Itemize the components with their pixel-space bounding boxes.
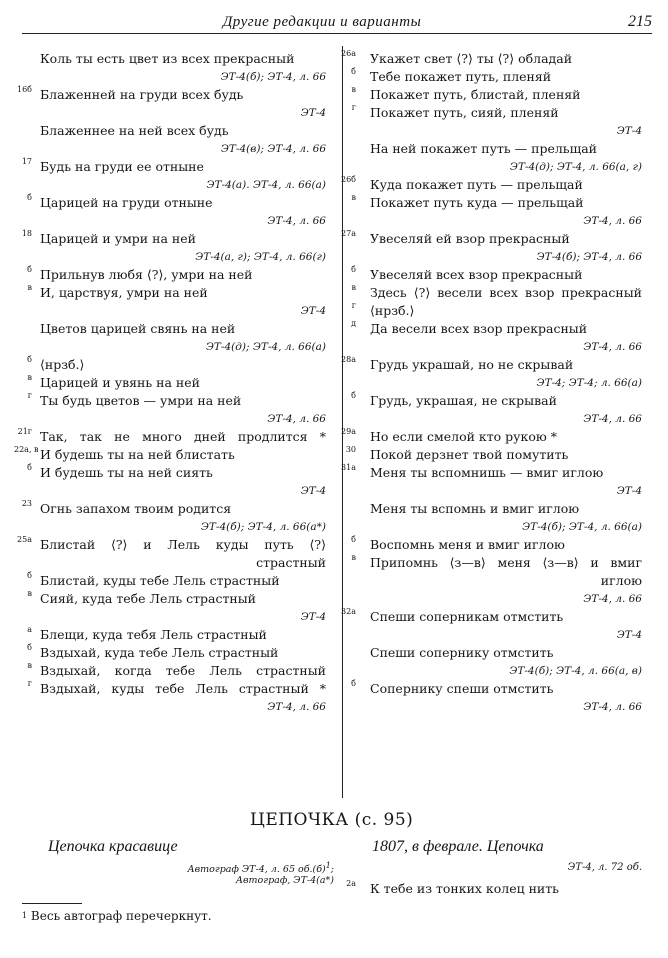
line-text: ⟨нрзб.⟩	[40, 357, 85, 372]
line-text: Покажет путь, сияй, пленяй	[370, 105, 559, 120]
line-number: б	[351, 265, 356, 274]
verse-line	[18, 122, 326, 140]
source-reference: ЭТ-4	[300, 485, 326, 497]
line-text: Вздыхай, когда тебе Лель страстный	[40, 663, 326, 678]
line-number: б	[27, 355, 32, 364]
line-text: Увеселяй всех взор прекрасный	[370, 267, 583, 282]
source-reference: ЭТ-4	[300, 305, 326, 317]
line-number: г	[351, 301, 356, 310]
line-text: Покажет путь куда — прельщай	[370, 195, 584, 210]
line-number: 18	[21, 229, 32, 238]
line-text: Укажет свет ⟨?⟩ ты ⟨?⟩ обладай	[370, 51, 573, 66]
line-text: Припомнь ⟨з—в⟩ меня ⟨з—в⟩ и вмиг	[370, 555, 642, 570]
verse-line	[18, 590, 326, 608]
verse-line	[348, 536, 642, 554]
source-reference: ЭТ-4, л. 66	[583, 593, 642, 605]
line-number: а	[27, 625, 32, 634]
line-number: б	[27, 265, 32, 274]
verse-line	[348, 392, 642, 410]
source-reference: ЭТ-4(б); ЭТ-4, л. 66	[536, 251, 642, 263]
line-continuation: страстный	[256, 555, 326, 570]
line-text: Меня ты вспомнь и вмиг иглою	[370, 501, 580, 516]
verse-line	[18, 572, 326, 590]
line-text: Покой дерзнет твой помутить	[370, 447, 569, 462]
verse-line	[341, 229, 642, 248]
line-text: Покажет путь, блистай, пленяй	[370, 87, 581, 102]
line-text: Блистай ⟨?⟩ и Лель куды путь ⟨?⟩	[40, 537, 326, 552]
line-number: в	[351, 283, 356, 292]
source-reference: ЭТ-4(а, г); ЭТ-4, л. 66(г)	[195, 251, 326, 263]
line-text: Вздыхай, куда тебе Лель страстный	[40, 645, 279, 660]
line-number: б	[351, 391, 356, 400]
verse-line	[18, 374, 326, 392]
verse-line	[348, 68, 642, 86]
running-title: Другие редакции и варианты	[222, 14, 422, 30]
line-text: И, царствуя, умри на ней	[40, 285, 208, 300]
footnote-rule	[22, 903, 82, 904]
section-reference-right: ЭТ-4, л. 72 об.	[567, 862, 642, 873]
verse-line	[18, 626, 326, 644]
line-text: Вздыхай, куды тебе Лель страстный *	[40, 681, 326, 696]
source-reference: ЭТ-4(а). ЭТ-4, л. 66(а)	[206, 179, 326, 191]
footnote-marker: 1	[22, 911, 28, 920]
line-number: 27а	[341, 229, 356, 238]
line-number: 22а, в	[14, 445, 39, 454]
line-number: г	[27, 679, 32, 688]
verse-line	[18, 356, 326, 374]
line-number: в	[27, 373, 32, 382]
verse-line	[14, 445, 326, 464]
line-number: 23	[21, 499, 32, 508]
section-subtitle-left: Цепочка красавице	[48, 838, 178, 855]
line-number: 32а	[341, 607, 356, 616]
verse-line	[348, 500, 642, 518]
verse-line	[348, 880, 642, 898]
line-text: Прильнув любя ⟨?⟩, умри на ней	[40, 267, 253, 282]
verse-line	[341, 355, 642, 374]
source-reference: ЭТ-4(в); ЭТ-4, л. 66	[220, 143, 326, 155]
line-continuation: иглою	[600, 573, 642, 588]
line-text: На ней покажет путь — прельщай	[370, 141, 598, 156]
source-reference: ЭТ-4	[300, 611, 326, 623]
line-text: ⟨нрзб.⟩	[370, 303, 415, 318]
line-number: б	[351, 67, 356, 76]
line-text: Спеши соперникам отмстить	[370, 609, 564, 624]
footnote-text: Весь автограф перечеркнут.	[30, 909, 212, 923]
line-text: Воспомнь меня и вмиг иглою	[370, 537, 565, 552]
source-reference: ЭТ-4, л. 66	[267, 215, 326, 227]
line-text: Блещи, куда тебя Лель страстный	[40, 627, 267, 642]
line-number: 2а	[346, 879, 356, 888]
line-number: б	[27, 643, 32, 652]
verse-line	[18, 536, 326, 554]
verse-line	[348, 284, 642, 302]
line-number: б	[27, 463, 32, 472]
footnote-mark: 1	[325, 861, 331, 870]
line-text: Сопернику спеши отмстить	[370, 681, 554, 696]
line-number: в	[351, 85, 356, 94]
line-text: Царицей и умри на ней	[40, 231, 196, 246]
verse-line	[348, 194, 642, 212]
line-text: Спеши сопернику отмстить	[370, 645, 554, 660]
verse-line	[18, 392, 326, 410]
line-text: Увеселяй ей взор прекрасный	[370, 231, 570, 246]
line-number: 30	[345, 445, 356, 454]
line-text: Ты будь цветов — умри на ней	[40, 393, 242, 408]
line-number: г	[27, 391, 32, 400]
source-reference: ЭТ-4(д); ЭТ-4, л. 66(а, г)	[509, 161, 642, 173]
line-text: Да весели всех взор прекрасный	[370, 321, 588, 336]
line-text: И будешь ты на ней сиять	[40, 465, 213, 480]
line-text: Так, так не много дней продлится *	[40, 429, 326, 444]
source-reference: ЭТ-4(б); ЭТ-4, л. 66(а*)	[200, 521, 326, 533]
verse-line	[18, 644, 326, 662]
line-number: в	[351, 553, 356, 562]
line-number: б	[27, 193, 32, 202]
verse-line	[348, 302, 642, 320]
source-reference: ЭТ-4	[616, 485, 642, 497]
verse-line	[18, 284, 326, 302]
line-number: 31а	[341, 463, 356, 472]
verse-line	[18, 428, 326, 446]
section-subtitle-right: 1807, в феврале. Цепочка	[372, 838, 544, 855]
verse-line	[18, 50, 326, 68]
page-number: 215	[628, 13, 652, 30]
line-text: Царицей и увянь на ней	[40, 375, 200, 390]
line-text: Но если смелой кто рукою *	[370, 429, 557, 444]
line-number: 25а	[17, 535, 32, 544]
line-text: К тебе из тонких колец нить	[370, 881, 559, 896]
left-column	[14, 50, 326, 716]
verse-line	[341, 607, 642, 626]
verse-line	[18, 158, 326, 176]
line-number: 26б	[341, 175, 356, 184]
verse-line	[341, 49, 642, 68]
header-rule	[22, 33, 652, 34]
line-text: Будь на груди ее отныне	[40, 159, 204, 174]
line-number: 16б	[17, 85, 32, 94]
verse-line	[341, 427, 642, 446]
line-text: Блистай, куды тебе Лель страстный	[40, 573, 280, 588]
source-reference: ЭТ-4	[300, 107, 326, 119]
verse-line	[348, 680, 642, 698]
source-reference: ЭТ-4	[616, 629, 642, 641]
verse-line	[348, 644, 642, 662]
autograph-ref-1: Автограф ЭТ-4, л. 65 об.(б)	[187, 864, 326, 876]
source-reference: ЭТ-4; ЭТ-4; л. 66(а)	[536, 377, 642, 389]
verse-line	[341, 175, 642, 194]
line-number: б	[351, 535, 356, 544]
verse-line	[348, 554, 642, 572]
verse-line	[18, 464, 326, 482]
verse-line	[18, 86, 326, 104]
line-number: в	[27, 589, 32, 598]
line-text: Блаженней на груди всех будь	[40, 87, 244, 102]
line-number: 17	[21, 157, 32, 166]
page-header	[22, 10, 652, 34]
line-number: 29а	[341, 427, 356, 436]
verse-line	[348, 86, 642, 104]
source-reference: ЭТ-4, л. 66	[583, 413, 642, 425]
autograph-reference: Автограф ЭТ-4, л. 65 $об.(б)^1$; Автограф, ЭТ-4(а*)	[187, 861, 334, 887]
verse-line	[341, 463, 642, 482]
verse-line	[345, 445, 642, 464]
verse-line	[18, 194, 326, 212]
line-text: Цветов царицей свянь на ней	[40, 321, 236, 336]
verse-line	[348, 104, 642, 122]
verse-line	[348, 266, 642, 284]
line-number: в	[351, 193, 356, 202]
verse-line	[18, 500, 326, 518]
source-reference: ЭТ-4(д); ЭТ-4, л. 66(а)	[205, 341, 326, 353]
source-reference: ЭТ-4, л. 66	[583, 701, 642, 713]
line-text: И будешь ты на ней блистать	[40, 447, 235, 462]
source-reference: ЭТ-4(б); ЭТ-4, л. 66(а)	[522, 521, 642, 533]
verse-line	[18, 230, 326, 248]
line-text: Блаженнее на ней всех будь	[40, 123, 229, 138]
footnote	[22, 908, 212, 924]
verse-line	[18, 266, 326, 284]
line-number: в	[27, 661, 32, 670]
verse-line	[18, 680, 326, 698]
section-heading: ЦЕПОЧКА (с. 95)	[250, 810, 414, 830]
line-text: Сияй, куда тебе Лель страстный	[40, 591, 257, 606]
verse-line	[18, 320, 326, 338]
line-number: б	[27, 571, 32, 580]
line-text: Меня ты вспомнишь — вмиг иглою	[370, 465, 604, 480]
source-reference: ЭТ-4, л. 66	[583, 215, 642, 227]
line-number: 26а	[341, 49, 356, 58]
verse-line	[18, 662, 326, 680]
line-text: Здесь ⟨?⟩ весели всех взор прекрасный	[370, 285, 642, 300]
source-reference: ЭТ-4(б); ЭТ-4, л. 66(а, в)	[509, 665, 642, 677]
line-number: г	[351, 103, 356, 112]
line-text: Куда покажет путь — прельщай	[370, 177, 583, 192]
line-number: 21г	[17, 427, 32, 436]
source-reference: ЭТ-4(б); ЭТ-4, л. 66	[220, 71, 326, 83]
source-reference: ЭТ-4, л. 66	[267, 413, 326, 425]
line-text: Царицей на груди отныне	[40, 195, 213, 210]
autograph-ref-2: Автограф, ЭТ-4(а*)	[235, 875, 334, 887]
verse-line	[348, 140, 642, 158]
line-text: Грудь украшай, но не скрывай	[370, 357, 574, 372]
source-reference: ЭТ-4, л. 66	[267, 701, 326, 713]
verse-line	[348, 320, 642, 338]
line-number: 28а	[341, 355, 356, 364]
source-reference: ЭТ-4, л. 66	[583, 341, 642, 353]
line-number: в	[27, 283, 32, 292]
line-text: Коль ты есть цвет из всех прекрасный	[40, 51, 295, 66]
line-text: Тебе покажет путь, пленяй	[370, 69, 552, 84]
line-number: б	[351, 679, 356, 688]
right-column	[341, 49, 642, 716]
line-text: Огнь запахом твоим родится	[40, 501, 232, 516]
source-reference: ЭТ-4	[616, 125, 642, 137]
line-text: Грудь, украшая, не скрывай	[370, 393, 557, 408]
line-number: д	[351, 319, 356, 328]
